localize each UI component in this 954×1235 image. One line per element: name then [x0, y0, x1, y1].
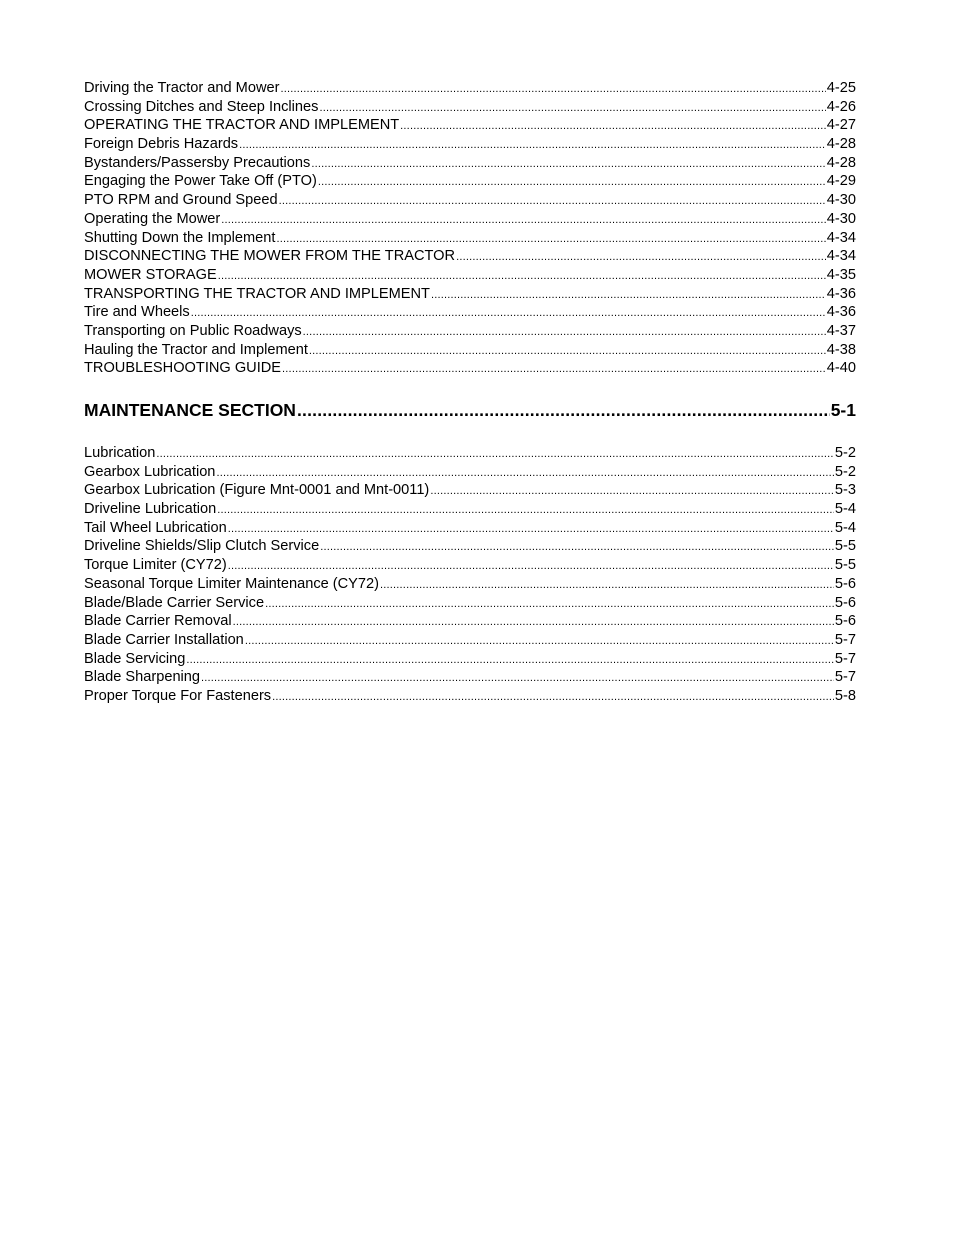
dot-leader	[228, 520, 834, 539]
toc-entry-page: 4-34	[826, 248, 856, 265]
dot-leader	[217, 501, 834, 520]
dot-leader	[279, 192, 826, 211]
toc-entry[interactable]	[84, 444, 856, 463]
toc-entry-title: Tail Wheel Lubrication	[84, 519, 227, 536]
toc-entry-page: 5-5	[834, 557, 856, 574]
dot-leader	[400, 117, 826, 136]
toc-entry-page: 5-3	[834, 482, 856, 499]
toc-entry-page: 5-7	[834, 650, 856, 667]
toc-entry-title: Blade Carrier Removal	[84, 613, 232, 630]
dot-leader	[319, 99, 825, 118]
toc-entry[interactable]	[84, 98, 856, 117]
dot-leader	[297, 398, 830, 422]
toc-entry-page: 5-5	[834, 538, 856, 555]
toc-entry-title: DISCONNECTING THE MOWER FROM THE TRACTOR	[84, 248, 456, 265]
dot-leader	[303, 323, 826, 342]
toc-entry-page: 4-26	[826, 98, 856, 115]
toc-entry-title: Driveline Shields/Slip Clutch Service	[84, 538, 320, 555]
dot-leader	[456, 248, 826, 267]
toc-entry[interactable]	[84, 322, 856, 341]
toc-entry-page: 4-34	[826, 229, 856, 246]
toc-entry-title: TROUBLESHOOTING GUIDE	[84, 360, 282, 377]
toc-entry[interactable]	[84, 154, 856, 173]
dot-leader	[233, 613, 834, 632]
toc-entry-title: TRANSPORTING THE TRACTOR AND IMPLEMENT	[84, 285, 430, 302]
toc-entry-page: 4-28	[826, 136, 856, 153]
dot-leader	[430, 482, 834, 501]
toc-list-maintenance	[84, 444, 856, 706]
toc-entry[interactable]	[84, 116, 856, 135]
toc-entry[interactable]	[84, 191, 856, 210]
toc-entry-title: Gearbox Lubrication	[84, 463, 216, 480]
toc-entry-page: 5-6	[834, 575, 856, 592]
toc-entry-title: Blade Servicing	[84, 650, 186, 667]
toc-entry[interactable]	[84, 612, 856, 631]
toc-entry-title: Blade Sharpening	[84, 669, 201, 686]
toc-entry-title: Operating the Mower	[84, 210, 221, 227]
toc-entry-page: 4-29	[826, 173, 856, 190]
toc-entry-title: Bystanders/Passersby Precautions	[84, 154, 311, 171]
toc-entry-title: Transporting on Public Roadways	[84, 322, 302, 339]
section-heading-title: MAINTENANCE SECTION	[84, 400, 296, 420]
toc-entry-page: 5-7	[834, 631, 856, 648]
dot-leader	[320, 538, 834, 557]
toc-entry-page: 4-38	[826, 341, 856, 358]
toc-entry[interactable]	[84, 575, 856, 594]
toc-entry-page: 4-35	[826, 266, 856, 283]
dot-leader	[318, 173, 826, 192]
toc-entry[interactable]	[84, 687, 856, 706]
toc-entry-page: 4-25	[826, 80, 856, 96]
toc-entry-title: Blade Carrier Installation	[84, 631, 244, 648]
dot-leader	[221, 211, 826, 230]
dot-leader	[245, 632, 834, 651]
dot-leader	[380, 576, 834, 595]
dot-leader	[431, 286, 826, 305]
toc-entry-page: 5-8	[834, 687, 856, 704]
toc-entry-page: 5-2	[834, 463, 856, 480]
dot-leader	[282, 360, 826, 379]
toc-entry-page: 4-37	[826, 322, 856, 339]
toc-entry[interactable]	[84, 79, 856, 98]
toc-entry[interactable]	[84, 556, 856, 575]
toc-entry[interactable]	[84, 519, 856, 538]
dot-leader	[191, 304, 826, 323]
toc-entry[interactable]	[84, 341, 856, 360]
toc-entry[interactable]	[84, 359, 856, 378]
dot-leader	[186, 651, 834, 670]
dot-leader	[201, 669, 834, 688]
toc-entry[interactable]	[84, 303, 856, 322]
toc-entry-page: 4-30	[826, 192, 856, 209]
toc-entry-title: Gearbox Lubrication (Figure Mnt-0001 and Mnt-0011)	[84, 482, 430, 499]
toc-entry[interactable]	[84, 210, 856, 229]
dot-leader	[265, 595, 834, 614]
toc-entry[interactable]	[84, 135, 856, 154]
toc-entry-title: Hauling the Tractor and Implement	[84, 341, 308, 358]
toc-entry[interactable]	[84, 463, 856, 482]
toc-entry[interactable]	[84, 631, 856, 650]
toc-list-operation	[84, 79, 856, 378]
toc-entry-title: Driving the Tractor and Mower	[84, 80, 280, 96]
toc-entry-title: Driveline Lubrication	[84, 501, 217, 518]
toc-entry[interactable]	[84, 650, 856, 669]
dot-leader	[280, 80, 825, 99]
toc-entry-page: 4-27	[826, 117, 856, 134]
dot-leader	[216, 464, 833, 483]
dot-leader	[276, 230, 825, 249]
toc-entry-page: 5-2	[834, 445, 856, 461]
dot-leader	[156, 445, 834, 464]
dot-leader	[228, 557, 834, 576]
toc-entry-page: 5-6	[834, 594, 856, 611]
toc-entry[interactable]	[84, 285, 856, 304]
toc-entry[interactable]	[84, 229, 856, 248]
toc-entry-title: Engaging the Power Take Off (PTO)	[84, 173, 317, 190]
toc-entry-title: Proper Torque For Fasteners	[84, 687, 272, 704]
toc-entry[interactable]	[84, 668, 856, 687]
toc-entry[interactable]	[84, 481, 856, 500]
toc-entry-page: 5-7	[834, 669, 856, 686]
toc-entry[interactable]	[84, 172, 856, 191]
toc-entry-title: Lubrication	[84, 445, 156, 461]
toc-entry-page: 4-36	[826, 285, 856, 302]
toc-entry-title: Crossing Ditches and Steep Inclines	[84, 98, 319, 115]
toc-entry-page: 5-4	[834, 501, 856, 518]
toc-entry-title: PTO RPM and Ground Speed	[84, 192, 278, 209]
toc-entry-title: Shutting Down the Implement	[84, 229, 276, 246]
toc-entry-page: 5-4	[834, 519, 856, 536]
toc-entry[interactable]	[84, 266, 856, 285]
toc-entry-page: 4-36	[826, 304, 856, 321]
toc-entry-page: 4-30	[826, 210, 856, 227]
toc-entry-title: OPERATING THE TRACTOR AND IMPLEMENT	[84, 117, 400, 134]
toc-entry[interactable]	[84, 594, 856, 613]
toc-entry-title: Torque Limiter (CY72)	[84, 557, 227, 574]
toc-entry-page: 5-6	[834, 613, 856, 630]
dot-leader	[218, 267, 826, 286]
toc-entry[interactable]	[84, 500, 856, 519]
section-heading-page: 5-1	[830, 400, 856, 420]
section-heading-maintenance[interactable]	[84, 398, 856, 422]
toc-entry[interactable]	[84, 537, 856, 556]
dot-leader	[239, 136, 826, 155]
dot-leader	[272, 688, 834, 707]
toc-entry-title: MOWER STORAGE	[84, 266, 217, 283]
toc-entry[interactable]	[84, 247, 856, 266]
dot-leader	[311, 155, 825, 174]
toc-entry-title: Seasonal Torque Limiter Maintenance (CY72)	[84, 575, 380, 592]
toc-entry-title: Foreign Debris Hazards	[84, 136, 239, 153]
toc-entry-title: Blade/Blade Carrier Service	[84, 594, 265, 611]
dot-leader	[309, 342, 826, 361]
toc-entry-page: 4-40	[826, 360, 856, 377]
toc-entry-page: 4-28	[826, 154, 856, 171]
toc-entry-title: Tire and Wheels	[84, 304, 190, 321]
